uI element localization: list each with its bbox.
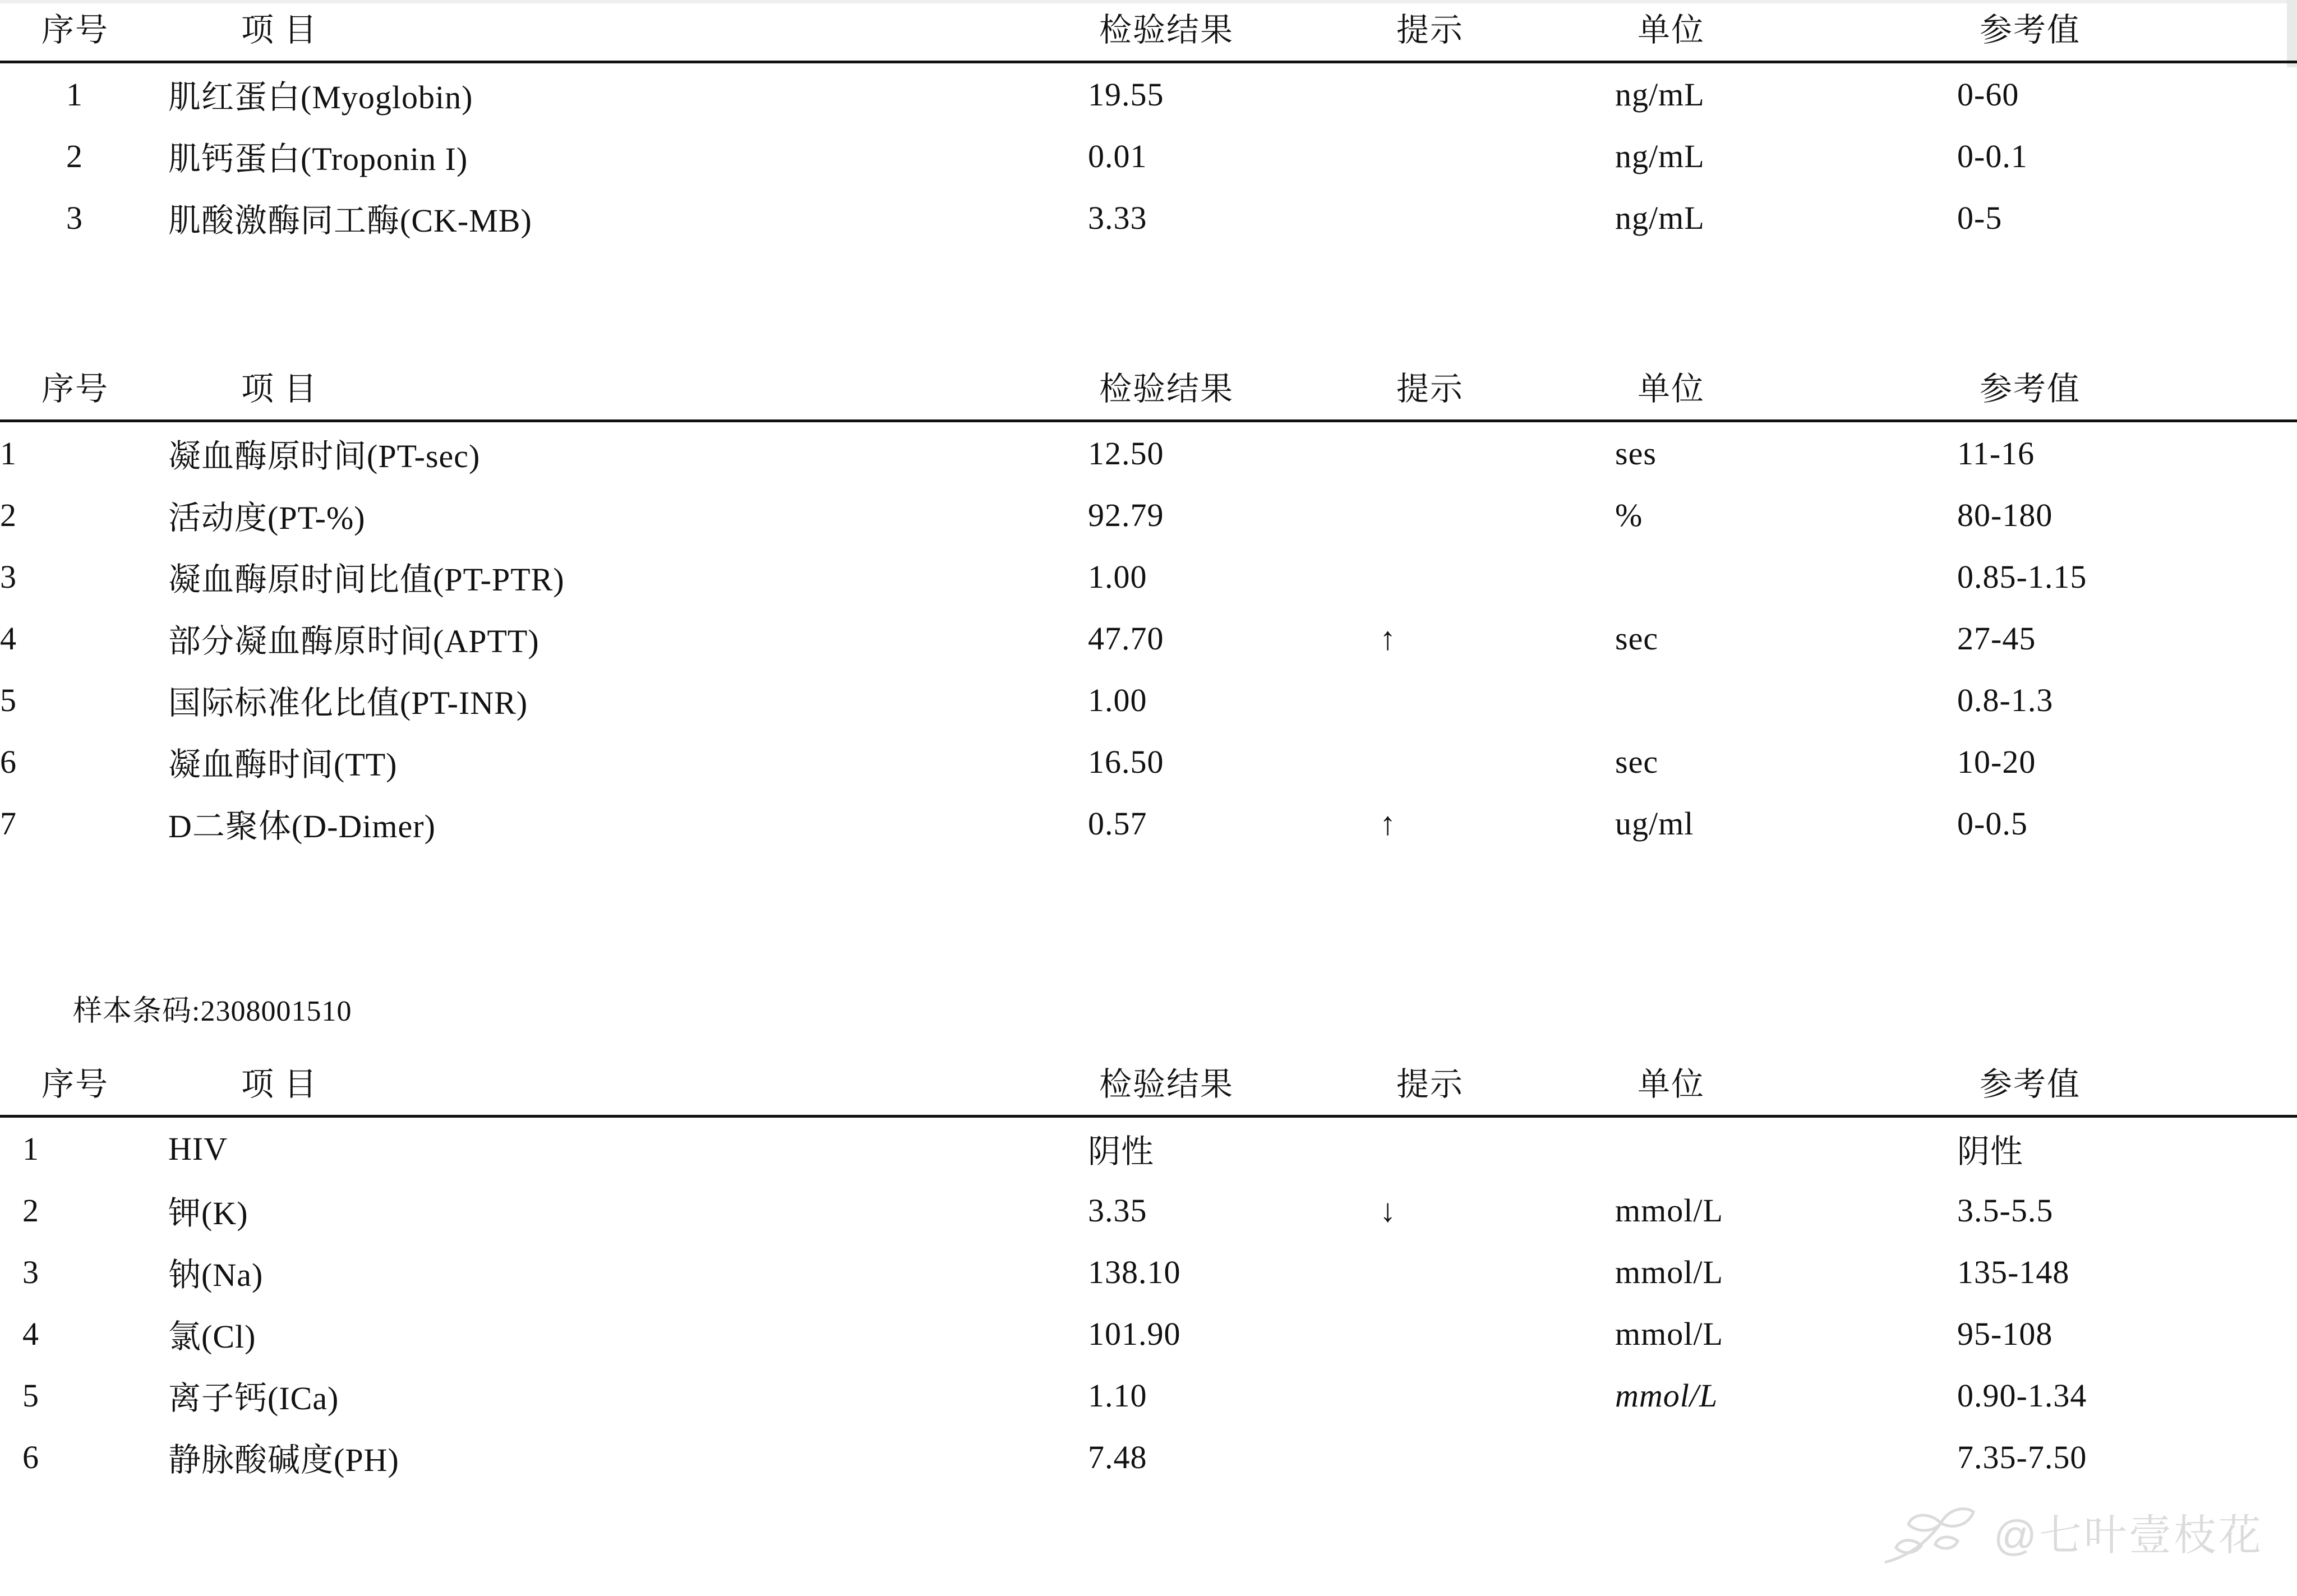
header-result: 检验结果 (1099, 1066, 1234, 1103)
cell-result: 0.01 (1088, 137, 1147, 174)
cell-reference: 7.35-7.50 (1957, 1438, 2087, 1475)
cell-flag: ↑ (1380, 620, 1396, 657)
cell-unit: ng/mL (1615, 199, 1705, 236)
table-row (0, 1364, 2297, 1426)
table-row (0, 1303, 2297, 1364)
cell-unit: % (1615, 496, 1643, 533)
cell-no: 5 (0, 681, 17, 718)
cell-reference: 0.8-1.3 (1957, 681, 2054, 718)
cell-no: 4 (22, 1315, 39, 1352)
cell-unit: ses (1615, 435, 1657, 472)
table-row (0, 1179, 2297, 1241)
header-reference: 参考值 (1980, 1066, 2081, 1103)
cell-result: 7.48 (1088, 1438, 1147, 1475)
cell-flag: ↓ (1380, 1192, 1396, 1229)
cell-no: 7 (0, 805, 17, 842)
cell-no: 2 (66, 137, 83, 174)
cell-no: 1 (66, 76, 83, 113)
header-result: 检验结果 (1099, 371, 1234, 407)
panel-cardiac-markers (0, 0, 2297, 248)
table-row (0, 792, 2297, 854)
table-header-row (0, 359, 2297, 419)
cell-item: 国际标准化比值(PT-INR) (168, 685, 528, 721)
header-item: 项 目 (241, 371, 318, 407)
cell-result: 138.10 (1088, 1253, 1181, 1290)
watermark-text: @七叶壹枝花 (1993, 1511, 2263, 1560)
cell-flag (1380, 1118, 1615, 1179)
cell-item: 肌酸激酶同工酶(CK-MB) (168, 202, 532, 239)
cell-unit: mmol/L (1615, 1315, 1723, 1352)
cell-item: 凝血酶原时间比值(PT-PTR) (168, 561, 565, 598)
cell-reference: 阴性 (1957, 1133, 2024, 1170)
cell-flag (1380, 669, 1615, 731)
table-row (0, 546, 2297, 607)
cell-flag (1380, 731, 1615, 792)
cell-unit: sec (1615, 620, 1659, 657)
cell-flag (1380, 63, 1615, 125)
cell-reference: 0-0.5 (1957, 805, 2028, 842)
cell-flag (1380, 1241, 1615, 1303)
table-row (0, 1118, 2297, 1179)
cell-unit: ng/mL (1615, 76, 1705, 113)
cell-no: 6 (0, 743, 17, 780)
cell-unit: mmol/L (1615, 1377, 1718, 1414)
table-row (0, 187, 2297, 248)
cell-flag (1380, 187, 1615, 248)
cell-reference: 0.90-1.34 (1957, 1377, 2087, 1414)
table-row (0, 731, 2297, 792)
cell-result: 1.00 (1088, 681, 1147, 718)
header-reference: 参考值 (1980, 12, 2081, 48)
cell-unit: mmol/L (1615, 1253, 1723, 1290)
cell-no: 1 (22, 1130, 39, 1167)
header-no: 序号 (41, 371, 109, 407)
cell-no: 6 (22, 1438, 39, 1475)
table-row (0, 607, 2297, 669)
results-table (0, 1054, 2297, 1115)
cell-item: 肌红蛋白(Myoglobin) (168, 79, 473, 116)
cell-flag (1380, 422, 1615, 484)
header-item: 项 目 (241, 12, 318, 48)
header-item: 项 目 (241, 1066, 318, 1103)
cell-reference: 95-108 (1957, 1315, 2053, 1352)
cell-item: 钠(Na) (168, 1257, 264, 1293)
table-row (0, 125, 2297, 187)
table-row (0, 484, 2297, 546)
cell-no: 5 (22, 1377, 39, 1414)
leaf-branch-icon (1874, 1489, 1980, 1574)
cell-unit: mmol/L (1615, 1192, 1723, 1229)
cell-result: 1.10 (1088, 1377, 1147, 1414)
cell-item: 肌钙蛋白(Troponin I) (168, 141, 468, 177)
cell-flag (1380, 1303, 1615, 1364)
cell-unit (1615, 546, 1957, 607)
header-flag: 提示 (1396, 12, 1464, 48)
cell-result: 3.33 (1088, 199, 1147, 236)
header-unit: 单位 (1638, 1066, 1705, 1103)
cell-item: 活动度(PT-%) (168, 500, 366, 536)
cell-no: 3 (66, 199, 83, 236)
cell-result: 47.70 (1088, 620, 1164, 657)
header-flag: 提示 (1396, 371, 1464, 407)
cell-flag (1380, 1364, 1615, 1426)
results-body (0, 422, 2297, 854)
header-flag: 提示 (1396, 1066, 1464, 1103)
cell-item: 凝血酶时间(TT) (168, 746, 398, 783)
table-row (0, 422, 2297, 484)
cell-flag (1380, 484, 1615, 546)
cell-result: 1.00 (1088, 558, 1147, 595)
cell-reference: 0-5 (1957, 199, 2003, 236)
cell-reference: 10-20 (1957, 743, 2036, 780)
cell-unit: sec (1615, 743, 1659, 780)
table-row (0, 1241, 2297, 1303)
panel-electrolytes-blood-gas (0, 1054, 2297, 1488)
table-row (0, 63, 2297, 125)
results-table (0, 359, 2297, 419)
cell-no: 3 (0, 558, 17, 595)
cell-result: 101.90 (1088, 1315, 1181, 1352)
cell-no: 3 (22, 1253, 39, 1290)
header-unit: 单位 (1638, 12, 1705, 48)
cell-flag (1380, 125, 1615, 187)
watermark (1874, 1489, 2263, 1574)
cell-unit (1615, 1118, 1957, 1179)
cell-reference: 27-45 (1957, 620, 2036, 657)
header-no: 序号 (41, 1066, 109, 1103)
header-unit: 单位 (1638, 371, 1705, 407)
results-body (0, 1118, 2297, 1488)
cell-no: 2 (0, 496, 17, 533)
sample-barcode-label: 样本条码:2308001510 (73, 995, 352, 1027)
cell-flag (1380, 546, 1615, 607)
cell-result: 3.35 (1088, 1192, 1147, 1229)
header-no: 序号 (41, 12, 109, 48)
cell-unit (1615, 669, 1957, 731)
cell-item: 静脉酸碱度(PH) (168, 1442, 399, 1478)
cell-reference: 135-148 (1957, 1253, 2070, 1290)
cell-item: 氯(Cl) (168, 1318, 256, 1355)
cell-result: 12.50 (1088, 435, 1164, 472)
cell-result: 16.50 (1088, 743, 1164, 780)
cell-reference: 0.85-1.15 (1957, 558, 2087, 595)
table-row (0, 669, 2297, 731)
cell-result: 0.57 (1088, 805, 1147, 842)
table-row (0, 1426, 2297, 1488)
cell-item: 离子钙(ICa) (168, 1380, 339, 1417)
cell-item: 钾(K) (168, 1195, 248, 1231)
cell-unit: ng/mL (1615, 137, 1705, 174)
cell-unit: ug/ml (1615, 805, 1694, 842)
cell-item: 凝血酶原时间(PT-sec) (168, 438, 481, 474)
header-result: 检验结果 (1099, 12, 1234, 48)
table-header-row (0, 0, 2297, 61)
header-reference: 参考值 (1980, 371, 2081, 407)
cell-no: 2 (22, 1192, 39, 1229)
cell-reference: 3.5-5.5 (1957, 1192, 2054, 1229)
cell-flag: ↑ (1380, 805, 1396, 842)
cell-item: 部分凝血酶原时间(APTT) (168, 623, 539, 659)
cell-reference: 0-60 (1957, 76, 2019, 113)
results-body (0, 63, 2297, 248)
cell-no: 4 (0, 620, 17, 657)
cell-unit (1615, 1426, 1957, 1488)
results-table (0, 0, 2297, 61)
table-header-row (0, 1054, 2297, 1115)
cell-reference: 80-180 (1957, 496, 2053, 533)
cell-result: 阴性 (1088, 1133, 1155, 1170)
cell-flag (1380, 1426, 1615, 1488)
cell-reference: 0-0.1 (1957, 137, 2028, 174)
cell-result: 19.55 (1088, 76, 1164, 113)
cell-item: D二聚体(D-Dimer) (168, 808, 436, 845)
cell-no: 1 (0, 435, 17, 472)
panel-coagulation (0, 359, 2297, 854)
cell-item: HIV (168, 1130, 228, 1167)
cell-result: 92.79 (1088, 496, 1164, 533)
cell-reference: 11-16 (1957, 435, 2035, 472)
